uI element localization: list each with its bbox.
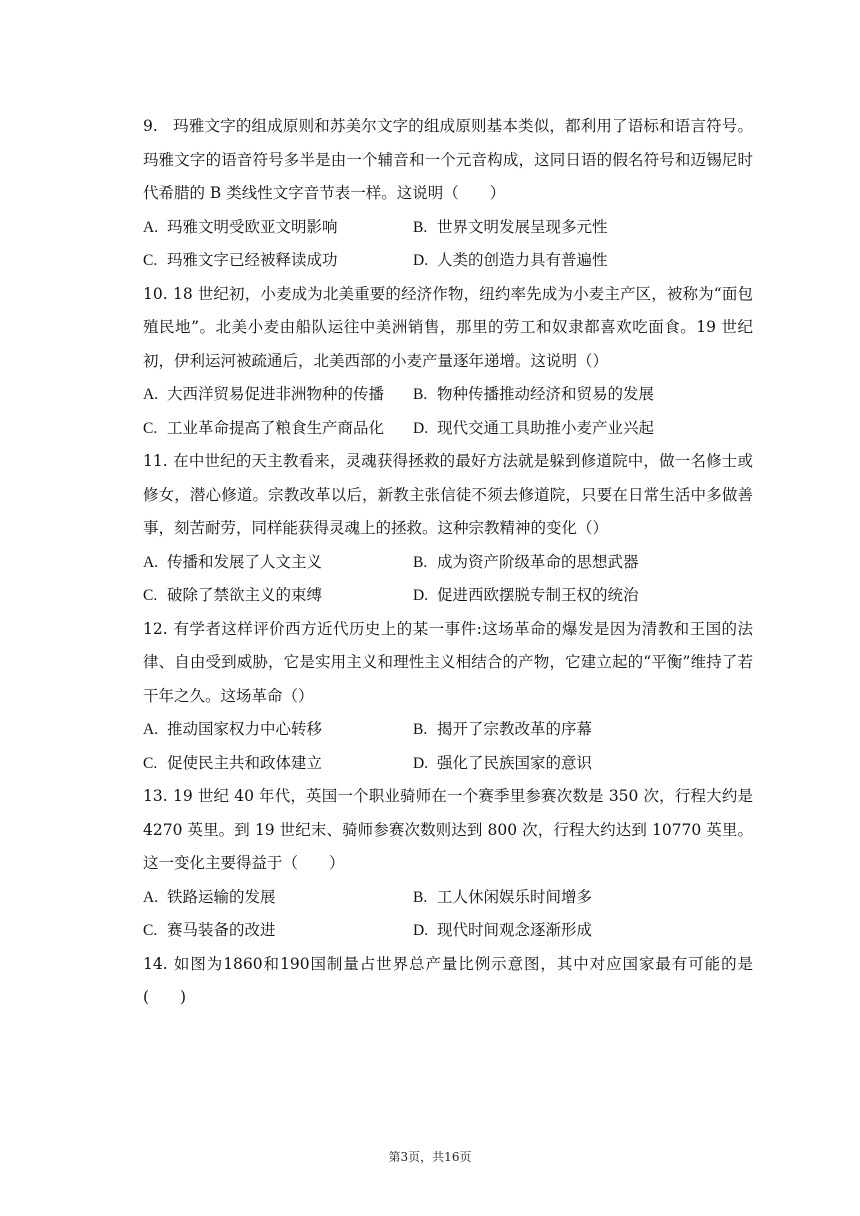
option-text: 工业革命提高了粮食生产商品化 xyxy=(167,418,385,437)
option-label: B. xyxy=(413,218,428,236)
question-stem xyxy=(143,780,753,881)
question-number: 9. xyxy=(143,117,158,135)
option-c xyxy=(143,579,413,613)
question-stem xyxy=(143,948,753,1015)
option-text: 玛雅文明受欧亚文明影响 xyxy=(167,217,338,236)
option-label: C. xyxy=(143,587,158,604)
question-text: 如图为1860和190国制量占世界总产量比例示意图，其中对应国家最有可能的是( ) xyxy=(143,954,753,1006)
option-label: B. xyxy=(413,721,428,738)
question-stem xyxy=(143,110,753,211)
option-d xyxy=(413,914,753,948)
option-label: D. xyxy=(413,754,429,772)
question-stem xyxy=(143,613,753,714)
option-text: 揭开了宗教改革的序幕 xyxy=(437,720,593,738)
option-text: 玛雅文字已经被释读成功 xyxy=(167,251,338,269)
option-label: C. xyxy=(143,419,158,437)
options xyxy=(143,378,753,445)
option-label: A. xyxy=(143,553,159,571)
option-a xyxy=(143,881,413,915)
question-stem xyxy=(143,278,753,379)
option-text: 传播和发展了人文主义 xyxy=(167,552,323,571)
option-a xyxy=(143,378,413,412)
option-label: A. xyxy=(143,888,159,906)
option-d xyxy=(413,244,753,278)
question-11 xyxy=(143,445,753,613)
option-d xyxy=(413,747,753,781)
question-text: 有学者这样评价西方近代历史上的某一事件:这场革命的爆发是因为清教和王国的法律、自由受到威胁，它是实用主义和理性主义相结合的产物，它建立起的“平衡”维持了若干年之久。这场革命（） xyxy=(143,619,753,705)
option-a xyxy=(143,546,413,580)
option-c xyxy=(143,747,413,781)
options xyxy=(143,211,753,278)
question-number: 14. xyxy=(143,954,168,973)
option-b xyxy=(413,881,753,915)
question-13 xyxy=(143,780,753,948)
question-9 xyxy=(143,110,753,278)
option-text: 成为资产阶级革命的思想武器 xyxy=(437,552,639,571)
question-10 xyxy=(143,278,753,446)
options xyxy=(143,713,753,780)
question-text: 19 世纪 40 年代，英国一个职业骑师在一个赛季里参赛次数是 350 次，行程大约是 4270 英里。到 19 世纪末、骑师参赛次数则达到 800 次，行程大约达到 10770 英里。这一变化主要得益于（ ） xyxy=(143,787,753,872)
option-text: 现代交通工具助推小麦产业兴起 xyxy=(437,418,655,437)
question-14 xyxy=(143,948,753,1015)
option-c xyxy=(143,244,413,278)
option-label: B. xyxy=(413,386,428,403)
question-text: 在中世纪的天主教看来，灵魂获得拯救的最好方法就是躲到修道院中，做一名修士或修女，潜心修道。宗教改革以后，新教主张信徒不须去修道院，只要在日常生活中多做善事，刻苦耐劳，同样能获得灵魂上的拯救。这种宗教精神的变化（） xyxy=(143,452,753,537)
option-text: 世界文明发展呈现多元性 xyxy=(437,217,608,236)
option-b xyxy=(413,713,753,747)
option-label: D. xyxy=(413,922,429,939)
option-b xyxy=(413,211,753,245)
option-b xyxy=(413,546,753,580)
option-text: 物种传播推动经济和贸易的发展 xyxy=(437,385,655,403)
option-b xyxy=(413,378,753,412)
option-a xyxy=(143,211,413,245)
option-text: 强化了民族国家的意识 xyxy=(437,753,593,772)
option-text: 现代时间观念逐渐形成 xyxy=(437,921,593,939)
option-text: 推动国家权力中心转移 xyxy=(167,720,323,738)
question-number: 11. xyxy=(143,452,168,470)
option-text: 破除了禁欲主义的束缚 xyxy=(167,586,323,604)
page-footer: 第3页，共16页 xyxy=(388,1150,472,1164)
option-d xyxy=(413,579,753,613)
question-text: 玛雅文字的组成原则和苏美尔文字的组成原则基本类似，都利用了语标和语言符号。玛雅文字的语音符号多半是由一个辅音和一个元音构成，这同日语的假名符号和迈锡尼时代希腊的 B 类线性文字音节表一样。这说明（ ） xyxy=(143,117,753,202)
question-12 xyxy=(143,613,753,781)
options xyxy=(143,881,753,948)
option-text: 促使民主共和政体建立 xyxy=(167,753,323,772)
option-label: A. xyxy=(143,218,159,236)
question-text: 18 世纪初，小麦成为北美重要的经济作物，纽约率先成为小麦主产区，被称为“面包殖民地”。北美小麦由船队运往中美洲销售，那里的劳工和奴隶都喜欢吃面食。19 世纪初，伊利运河被疏通后，北美西部的小麦产量逐年递增。这说明（） xyxy=(143,284,753,370)
option-label: B. xyxy=(413,888,428,906)
question-number: 13. xyxy=(143,787,168,805)
option-c xyxy=(143,914,413,948)
option-text: 赛马装备的改进 xyxy=(167,921,276,939)
option-label: D. xyxy=(413,587,429,604)
option-text: 工人休闲娱乐时间增多 xyxy=(437,887,593,906)
option-text: 促进西欧摆脱专制王权的统治 xyxy=(437,586,639,604)
option-a xyxy=(143,713,413,747)
question-list xyxy=(143,110,753,1015)
option-label: B. xyxy=(413,553,428,571)
question-stem xyxy=(143,445,753,546)
option-text: 人类的创造力具有普遍性 xyxy=(437,251,608,269)
option-label: C. xyxy=(143,754,158,772)
option-label: D. xyxy=(413,419,429,437)
option-d xyxy=(413,412,753,446)
option-label: C. xyxy=(143,252,158,269)
option-text: 大西洋贸易促进非洲物种的传播 xyxy=(167,385,385,403)
question-number: 10. xyxy=(143,284,168,303)
option-text: 铁路运输的发展 xyxy=(167,887,276,906)
option-label: C. xyxy=(143,922,158,939)
option-label: A. xyxy=(143,721,159,738)
option-label: A. xyxy=(143,386,159,403)
options xyxy=(143,546,753,613)
option-c xyxy=(143,412,413,446)
question-number: 12. xyxy=(143,619,168,638)
option-label: D. xyxy=(413,252,429,269)
